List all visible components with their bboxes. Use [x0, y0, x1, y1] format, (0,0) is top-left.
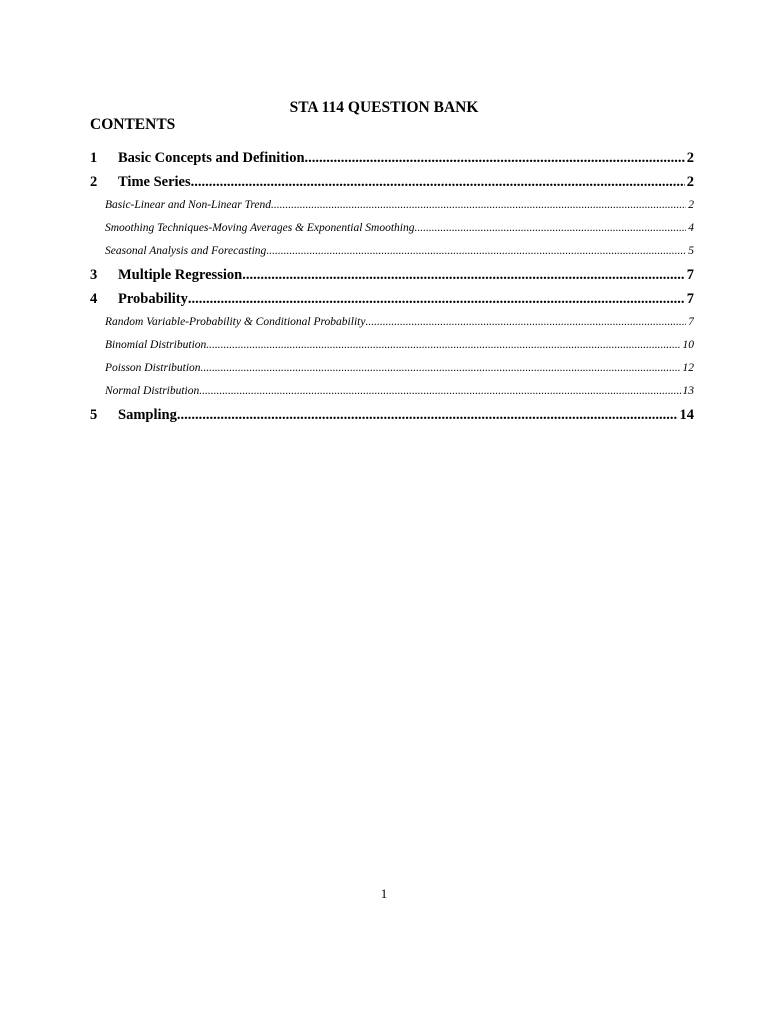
toc-dot-leader	[415, 217, 687, 240]
toc-entry-number: 5	[90, 407, 98, 423]
toc-dot-leader	[188, 287, 685, 311]
toc-entry-basic-concepts[interactable]	[90, 146, 694, 170]
toc-entry-page: 14	[679, 407, 694, 423]
toc-dot-leader	[305, 146, 685, 170]
toc-dot-leader	[206, 334, 680, 357]
toc-entry-number: 1	[90, 150, 98, 166]
toc-entry-title: Multiple Regression	[118, 267, 243, 283]
toc-entry-page: 5	[688, 245, 694, 257]
toc-dot-leader	[201, 357, 681, 380]
toc-entry-number: 3	[90, 267, 98, 283]
toc-entry-page: 12	[682, 362, 694, 374]
toc-entry-probability[interactable]	[90, 287, 694, 311]
toc-entry-normal-distribution[interactable]	[90, 380, 694, 403]
toc-entry-page: 2	[686, 174, 694, 190]
toc-entry-page: 7	[686, 267, 694, 283]
toc-entry-title: Poisson Distribution	[105, 362, 201, 374]
toc-entry-page: 7	[686, 291, 694, 307]
toc-entry-time-series[interactable]	[90, 170, 694, 194]
toc-entry-title: Normal Distribution	[105, 385, 200, 397]
toc-entry-random-variable[interactable]	[90, 311, 694, 334]
contents-heading: CONTENTS	[90, 116, 176, 133]
toc-dot-leader	[242, 263, 685, 287]
toc-entry-smoothing-techniques[interactable]	[90, 217, 694, 240]
toc-entry-seasonal-analysis[interactable]	[90, 240, 694, 263]
toc-entry-page: 4	[688, 222, 694, 234]
toc-entry-number: 4	[90, 291, 98, 307]
toc-entry-title: Basic-Linear and Non-Linear Trend	[105, 199, 272, 211]
document-title: STA 114 QUESTION BANK	[289, 99, 479, 116]
toc-dot-leader	[177, 403, 678, 427]
toc-entry-multiple-regression[interactable]	[90, 263, 694, 287]
toc-entry-linear-trend[interactable]	[90, 194, 694, 217]
toc-dot-leader	[271, 194, 686, 217]
toc-dot-leader	[365, 311, 686, 334]
toc-dot-leader	[191, 170, 685, 194]
toc-entry-page: 7	[688, 316, 694, 328]
toc-entry-title: Seasonal Analysis and Forecasting	[105, 245, 267, 257]
toc-entry-number: 2	[90, 174, 98, 190]
toc-entry-page: 10	[682, 339, 694, 351]
toc-entry-binomial-distribution[interactable]	[90, 334, 694, 357]
toc-entry-sampling[interactable]	[90, 403, 694, 427]
toc-entry-title: Sampling	[118, 407, 177, 423]
page-number: 1	[380, 886, 388, 901]
toc-entry-title: Smoothing Techniques-Moving Averages & Exponential Smoothing	[105, 222, 415, 234]
toc-entry-page: 2	[686, 150, 694, 166]
toc-entry-page: 13	[682, 385, 694, 397]
toc-entry-title: Random Variable-Probability & Conditional Probability	[105, 316, 366, 328]
table-of-contents	[90, 146, 694, 427]
toc-entry-page: 2	[688, 199, 694, 211]
toc-entry-title: Binomial Distribution	[105, 339, 207, 351]
toc-entry-title: Probability	[118, 291, 188, 307]
toc-dot-leader	[266, 240, 686, 263]
toc-entry-title: Time Series	[118, 174, 191, 190]
toc-dot-leader	[199, 380, 680, 403]
toc-entry-title: Basic Concepts and Definition	[118, 150, 305, 166]
toc-entry-poisson-distribution[interactable]	[90, 357, 694, 380]
